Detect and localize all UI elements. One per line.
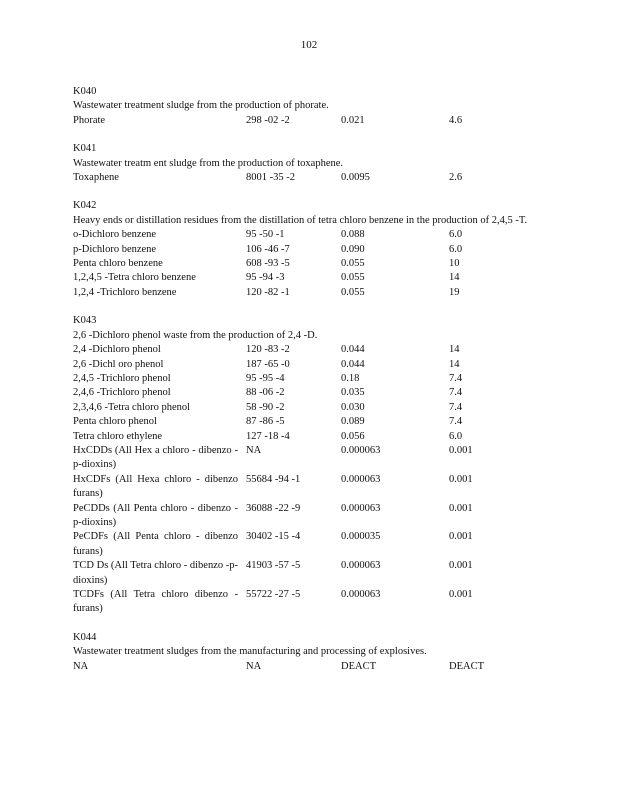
constituent-row <box>73 271 543 285</box>
constituent-name: Toxaphene <box>73 172 119 184</box>
constituent-row <box>73 415 543 429</box>
constituent-name: 2,4,6 -Trichloro phenol <box>73 387 171 399</box>
waste-section-k040 <box>73 85 543 128</box>
cas-number: 41903 -57 -5 <box>246 560 301 572</box>
constituent-name: 2,6 -Dichl oro phenol <box>73 358 164 370</box>
cas-number: NA <box>246 444 262 456</box>
constituent-row <box>73 257 543 271</box>
constituent-name: 1,2,4,5 -Tetra chloro benzene <box>73 272 196 284</box>
nonwastewater-concentration: 7.4 <box>449 387 463 399</box>
constituent-row <box>73 660 543 674</box>
constituent-row <box>73 286 543 300</box>
cas-number: 36088 -22 -9 <box>246 502 301 514</box>
constituent-row <box>73 386 543 400</box>
nonwastewater-concentration: DEACT <box>449 660 484 672</box>
constituent-row <box>73 588 543 617</box>
nonwastewater-concentration: 4.6 <box>449 114 463 126</box>
waste-code-list <box>73 85 543 688</box>
wastewater-concentration: 0.089 <box>341 416 365 428</box>
wastewater-concentration: 0.000063 <box>341 502 381 514</box>
wastewater-concentration: 0.035 <box>341 387 365 399</box>
waste-section-k042 <box>73 199 543 300</box>
cas-number: 120 -83 -2 <box>246 344 290 356</box>
waste-code: K041 <box>73 143 97 155</box>
wastewater-concentration: 0.088 <box>341 229 365 241</box>
page-number: 102 <box>300 39 318 51</box>
constituent-row <box>73 343 543 357</box>
nonwastewater-concentration: 0.001 <box>449 473 473 485</box>
wastewater-concentration: 0.000063 <box>341 473 381 485</box>
nonwastewater-concentration: 0.001 <box>449 444 473 456</box>
cas-number: 55722 -27 -5 <box>246 589 301 600</box>
cas-number: 88 -06 -2 <box>246 387 285 399</box>
wastewater-concentration: 0.021 <box>341 114 365 126</box>
nonwastewater-concentration: 6.0 <box>449 229 463 241</box>
cas-number: 120 -82 -1 <box>246 286 290 298</box>
constituent-row <box>73 372 543 386</box>
constituent-name: TCDFs (All Tetra chloro dibenzo - furans) <box>73 589 238 615</box>
nonwastewater-concentration: 7.4 <box>449 416 463 428</box>
constituent-row <box>73 444 543 473</box>
constituent-row <box>73 114 543 128</box>
constituent-name: TCD Ds (All Tetra chloro - dibenzo -p-dioxins) <box>73 560 238 586</box>
nonwastewater-concentration: 10 <box>449 258 460 270</box>
cas-number: NA <box>246 660 262 672</box>
cas-number: 95 -94 -3 <box>246 272 285 284</box>
cas-number: 95 -50 -1 <box>246 229 285 241</box>
cas-number: 8001 -35 -2 <box>246 172 295 184</box>
nonwastewater-concentration: 14 <box>449 344 460 356</box>
nonwastewater-concentration: 6.0 <box>449 430 463 442</box>
waste-code: K042 <box>73 200 97 212</box>
constituent-row <box>73 473 543 502</box>
constituent-row <box>73 171 543 185</box>
nonwastewater-concentration: 19 <box>449 286 460 298</box>
cas-number: 30402 -15 -4 <box>246 531 301 543</box>
wastewater-concentration: 0.056 <box>341 430 365 442</box>
waste-description: Wastewater treatment sludge from the production of phorate. <box>73 100 329 112</box>
constituent-row <box>73 559 543 588</box>
constituent-row <box>73 502 543 531</box>
cas-number: 87 -86 -5 <box>246 416 285 428</box>
constituent-name: o-Dichloro benzene <box>73 229 157 241</box>
constituent-name: 2,4 -Dichloro phenol <box>73 344 161 356</box>
cas-number: 127 -18 -4 <box>246 430 290 442</box>
wastewater-concentration: 0.030 <box>341 401 365 413</box>
nonwastewater-concentration: 0.001 <box>449 531 473 543</box>
wastewater-concentration: 0.055 <box>341 272 365 284</box>
nonwastewater-concentration: 14 <box>449 272 460 284</box>
cas-number: 55684 -94 -1 <box>246 473 301 485</box>
constituent-name: HxCDDs (All Hex a chloro - dibenzo -p-dioxins) <box>73 444 238 471</box>
constituent-row <box>73 228 543 242</box>
nonwastewater-concentration: 6.0 <box>449 243 463 255</box>
constituent-name: PeCDDs (All Penta chloro - dibenzo -p-dioxins) <box>73 502 238 528</box>
constituent-name: HxCDFs (All Hexa chloro - dibenzo furans) <box>73 473 238 500</box>
wastewater-concentration: 0.090 <box>341 243 365 255</box>
constituent-name: Penta chloro benzene <box>73 258 163 270</box>
cas-number: 608 -93 -5 <box>246 258 290 270</box>
wastewater-concentration: 0.0095 <box>341 172 370 184</box>
constituent-row <box>73 358 543 372</box>
wastewater-concentration: 0.000063 <box>341 589 381 600</box>
wastewater-concentration: 0.000063 <box>341 560 381 572</box>
constituent-name: Tetra chloro ethylene <box>73 430 163 442</box>
waste-description: 2,6 -Dichloro phenol waste from the production of 2,4 -D. <box>73 329 318 341</box>
nonwastewater-concentration: 0.001 <box>449 502 473 514</box>
constituent-name: 1,2,4 -Trichloro benzene <box>73 286 177 298</box>
cas-number: 106 -46 -7 <box>246 243 290 255</box>
wastewater-concentration: 0.055 <box>341 258 365 270</box>
waste-section-k044 <box>73 631 543 674</box>
cas-number: 58 -90 -2 <box>246 401 285 413</box>
wastewater-concentration: 0.18 <box>341 372 360 384</box>
nonwastewater-concentration: 0.001 <box>449 589 473 600</box>
constituent-name: PeCDFs (All Penta chloro - dibenzo furans) <box>73 531 238 557</box>
constituent-name: Penta chloro phenol <box>73 416 157 428</box>
wastewater-concentration: 0.044 <box>341 358 365 370</box>
nonwastewater-concentration: 7.4 <box>449 372 463 384</box>
nonwastewater-concentration: 14 <box>449 358 460 370</box>
constituent-name: p-Dichloro benzene <box>73 243 157 255</box>
wastewater-concentration: 0.000063 <box>341 444 381 456</box>
constituent-name: 2,4,5 -Trichloro phenol <box>73 372 171 384</box>
nonwastewater-concentration: 2.6 <box>449 172 463 184</box>
waste-code: K044 <box>73 631 97 643</box>
constituent-name: 2,3,4,6 -Tetra chloro phenol <box>73 401 191 413</box>
wastewater-concentration: 0.000035 <box>341 531 381 543</box>
constituent-name: Phorate <box>73 114 106 126</box>
constituent-row <box>73 401 543 415</box>
cas-number: 298 -02 -2 <box>246 114 290 126</box>
waste-description: Wastewater treatment sludges from the manufacturing and processing of explosives. <box>73 646 427 658</box>
constituent-row <box>73 430 543 444</box>
waste-description: Wastewater treatm ent sludge from the production of toxaphene. <box>73 157 344 169</box>
waste-section-k041 <box>73 142 543 185</box>
waste-code: K040 <box>73 86 97 97</box>
waste-section-k043 <box>73 314 543 617</box>
waste-description: Heavy ends or distillation residues from the distillation of tetra chloro benzene in the production of 2,4,5 -T. <box>73 214 528 226</box>
constituent-row <box>73 243 543 257</box>
wastewater-concentration: 0.044 <box>341 344 365 356</box>
constituent-row <box>73 530 543 559</box>
waste-code: K043 <box>73 315 97 327</box>
nonwastewater-concentration: 0.001 <box>449 560 473 572</box>
nonwastewater-concentration: 7.4 <box>449 401 463 413</box>
wastewater-concentration: 0.055 <box>341 286 365 298</box>
wastewater-concentration: DEACT <box>341 660 376 672</box>
constituent-name: NA <box>73 660 89 672</box>
cas-number: 187 -65 -0 <box>246 358 290 370</box>
cas-number: 95 -95 -4 <box>246 372 285 384</box>
